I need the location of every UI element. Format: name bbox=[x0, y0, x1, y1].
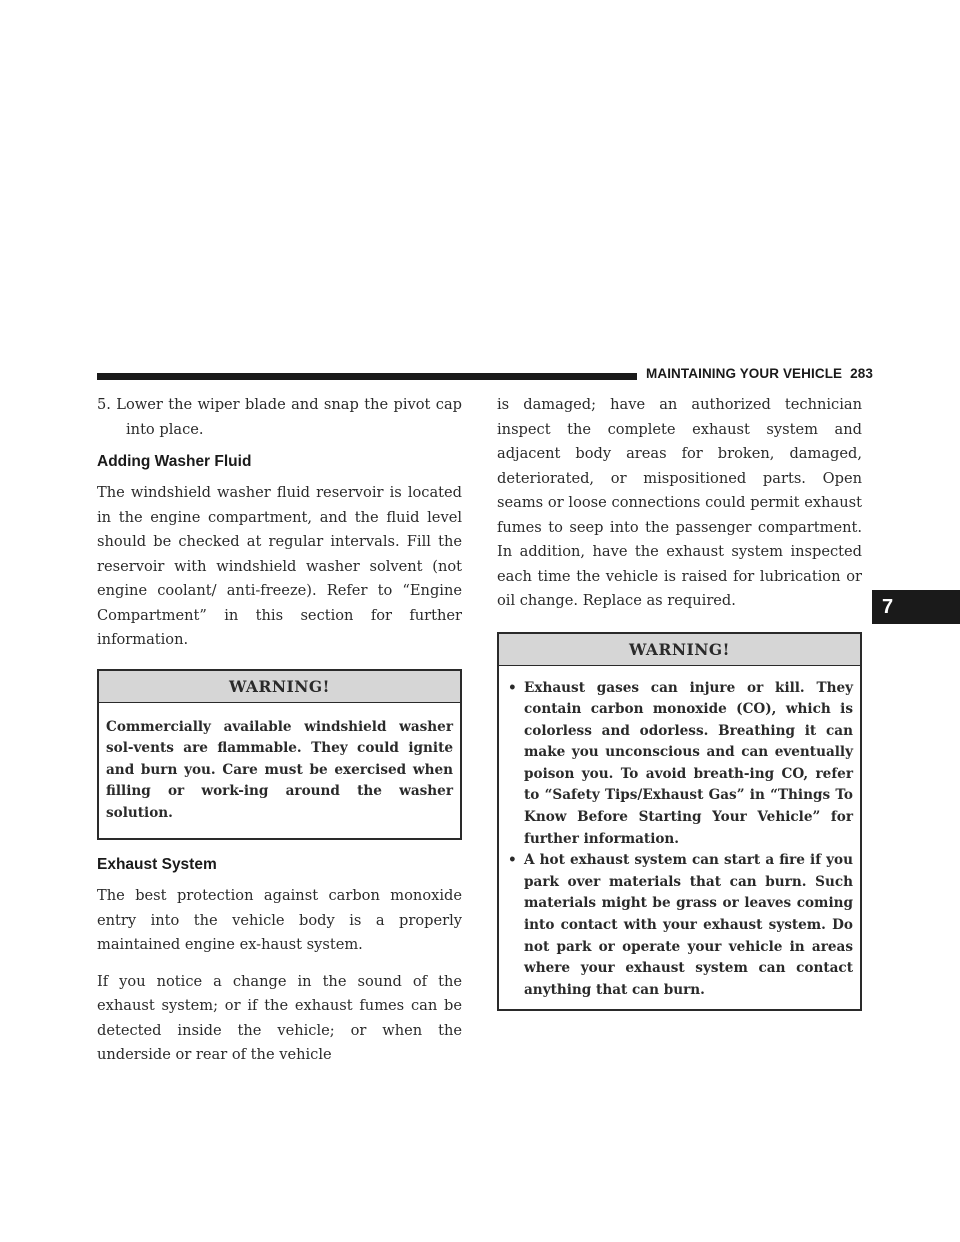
exhaust-continued-paragraph: is damaged; have an authorized technician inspect the complete exhaust system and adjacent body areas for broken, damaged, deteriorated, or mispositioned parts. Open seams or loose connections could permit exhaust fumes to seep into the passenger compartment. In addition, have the exhaust system inspected each time the vehicle is raised for lubrication or oil change. Replace as required. bbox=[497, 396, 862, 609]
heading-adding-washer-fluid: Adding Washer Fluid bbox=[97, 453, 252, 470]
bullet-icon: • bbox=[508, 852, 517, 869]
warning-bullet-text: Exhaust gases can injure or kill. They contain carbon monoxide (CO), which is colorless and odorless. Breathing it can make you unconscious and can eventually poison you. To avoid breath-ing CO, refer to “Safety Tips/Exhaust Gas” in “Things To Know Before Starting Your Vehicle” for further information. bbox=[524, 679, 853, 847]
warning-body bbox=[99, 703, 460, 839]
chapter-tab: 7 bbox=[872, 590, 960, 624]
header-section-title: MAINTAINING YOUR VEHICLE bbox=[646, 366, 843, 381]
page-number: 283 bbox=[850, 366, 873, 381]
exhaust-paragraph-2: If you notice a change in the sound of the exhaust system; or if the exhaust fumes can be detected inside the vehicle; or when the underside or rear of the vehicle bbox=[97, 972, 462, 1064]
warning-bullet bbox=[506, 850, 853, 1001]
warning-box-washer bbox=[97, 669, 462, 841]
running-header bbox=[646, 366, 873, 381]
left-column bbox=[97, 393, 462, 1080]
exhaust-paragraph-1: The best protection against carbon monoxide entry into the vehicle body is a properly maintained engine ex-haust system. bbox=[97, 887, 462, 954]
bullet-icon: • bbox=[508, 679, 517, 696]
right-column bbox=[497, 393, 862, 1021]
warning-bullet bbox=[506, 678, 853, 851]
warning-text: Commercially available windshield washer sol-vents are flammable. They could ignite and burn you. Care must be exercised when filling or work-ing around the washer solution. bbox=[106, 718, 453, 821]
heading-exhaust-system: Exhaust System bbox=[97, 856, 217, 874]
warning-body bbox=[499, 666, 860, 1010]
warning-bullet-text: A hot exhaust system can start a fire if you park over materials that can burn. Such materials might be grass or leaves coming into contact with your exhaust system. Do not park or operate your vehicle in areas where your exhaust system can contact anything that can burn. bbox=[524, 852, 853, 998]
warning-title: WARNING! bbox=[99, 671, 460, 703]
step-5: 5. Lower the wiper blade and snap the pivot cap into place. bbox=[97, 396, 462, 438]
warning-box-exhaust bbox=[497, 632, 862, 1012]
header-rule bbox=[97, 373, 637, 380]
washer-fluid-paragraph: The windshield washer fluid reservoir is located in the engine compartment, and the fluid level should be checked at regular intervals. Fill the reservoir with windshield washer solvent (not engine coolant/ anti-freeze). Refer to “Engine Compartment” in this section for further information. bbox=[97, 484, 462, 648]
warning-title: WARNING! bbox=[499, 634, 860, 666]
